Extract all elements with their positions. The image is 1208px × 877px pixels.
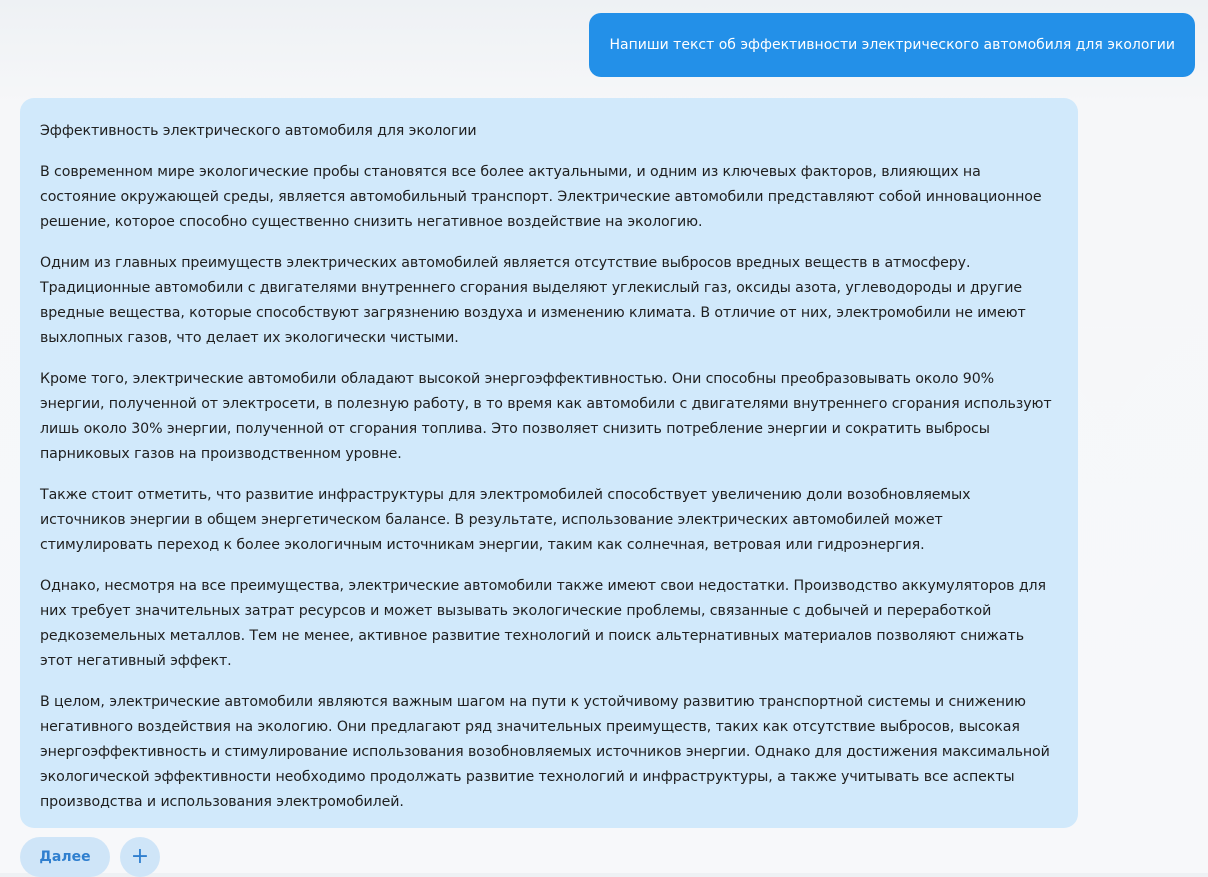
assistant-paragraph-6: В целом, электрические автомобили являются важным шагом на пути к устойчивому развитию транспортной системы и снижению негативного воздействия на экологию. Они предлагают ряд значительных преимуществ, таких как отсутствие выбросов, высокая энергоэффективность и стимулирование использования возобновляемых источников энергии. Однако для достижения максимальной экологической эффективности необходимо продолжать развитие технологий и инфраструктуры, а также учитывать все аспекты производства и использования электромобилей. bbox=[40, 694, 1050, 810]
assistant-message-bubble bbox=[20, 98, 1078, 828]
message-actions bbox=[20, 837, 160, 877]
user-message-text: Напиши текст об эффективности электрического автомобиля для экологии bbox=[609, 37, 1175, 53]
plus-icon[interactable]: + bbox=[120, 837, 160, 877]
next-button[interactable]: Далее bbox=[20, 837, 110, 877]
assistant-paragraph-1: В современном мире экологические пробы становятся все более актуальными, и одним из ключевых факторов, влияющих на состояние окружающей среды, является автомобильный транспорт. Электрические автомобили представляют собой инновационное решение, которое способно существенно снизить негативное воздействие на экологию. bbox=[40, 164, 1042, 230]
assistant-paragraph-2: Одним из главных преимуществ электрических автомобилей является отсутствие выбросов вредных веществ в атмосферу. Традиционные автомобили с двигателями внутреннего сгорания выделяют углекислый газ, оксиды азота, углеводороды и другие вредные вещества, которые способствуют загрязнению воздуха и изменению климата. В отличие от них, электромобили не имеют выхлопных газов, что делает их экологически чистыми. bbox=[40, 255, 1026, 346]
assistant-paragraph-3: Кроме того, электрические автомобили обладают высокой энергоэффективностью. Они способны преобразовывать около 90% энергии, полученной от электросети, в полезную работу, в то время как автомобили с двигателями внутреннего сгорания используют лишь около 30% энергии, полученной от сгорания топлива. Это позволяет снизить потребление энергии и сократить выбросы парниковых газов на производственном уровне. bbox=[40, 371, 1052, 462]
assistant-paragraph-5: Однако, несмотря на все преимущества, электрические автомобили также имеют свои недостатки. Производство аккумуляторов для них требует значительных затрат ресурсов и может вызывать экологические проблемы, связанные с добычей и переработкой редкоземельных металлов. Тем не менее, активное развитие технологий и поиск альтернативных материалов позволяют снижать этот негативный эффект. bbox=[40, 578, 1046, 669]
assistant-paragraph-4: Также стоит отметить, что развитие инфраструктуры для электромобилей способствует увеличению доли возобновляемых источников энергии в общем энергетическом балансе. В результате, использование электрических автомобилей может стимулировать переход к более экологичным источникам энергии, таким как солнечная, ветровая или гидроэнергия. bbox=[40, 487, 971, 553]
user-message-bubble bbox=[589, 13, 1195, 77]
assistant-message-title: Эффективность электрического автомобиля для экологии bbox=[40, 123, 477, 139]
